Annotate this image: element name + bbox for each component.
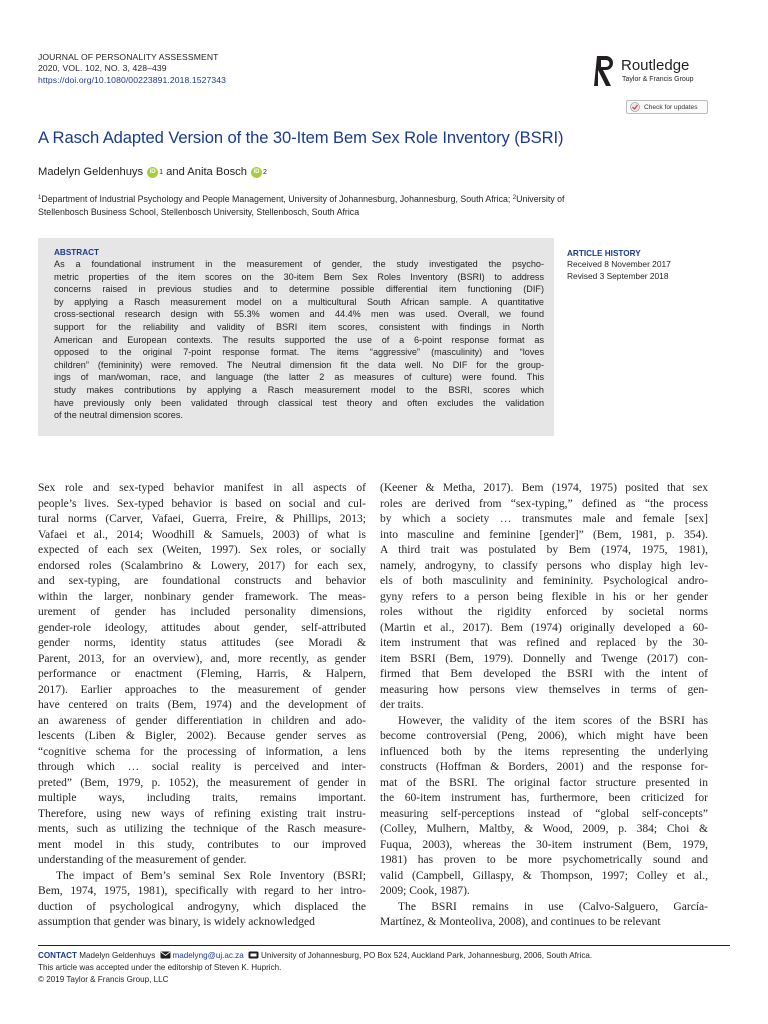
body-line: gender norms, identity status attitudes (see Moradi &: [38, 637, 366, 649]
affiliation-text: Department of Industrial Psychology and People Management, University of Johannesburg, Johannesburg, South Africa;: [41, 194, 513, 204]
body-line: roles are derived from “sex-typing,” defined as “the process: [380, 497, 708, 510]
body-line: duction of psychological androgyny, which displaced the: [38, 900, 366, 913]
abstract-line: cross-sectional research design with 55.3% women and 44.4% men was used. Overall, we found: [54, 309, 544, 320]
publisher-group: Taylor & Francis Group: [622, 76, 694, 83]
copyright: © 2019 Taylor & Francis Group, LLC: [38, 975, 169, 985]
body-line: tural norms (Carver, Vafaei, Guerra, Freire, & Phillips, 2013;: [38, 513, 366, 525]
body-line: els of both masculinity and femininity. Psychological andro-: [380, 575, 708, 587]
body-line: understanding of the measurement of gender.: [38, 854, 247, 866]
body-line: into masculine and feminine [gender]” (Bem, 1981, p. 354).: [380, 528, 708, 541]
body-line: gender-role ideology, attitudes about gender, self-attributed: [38, 621, 366, 634]
body-line: The impact of Bem’s seminal Sex Role Inventory (BSRI;: [56, 869, 366, 882]
body-line: expected of each sex (Weiten, 1997). Sex roles, or socially: [38, 544, 366, 556]
abstract-line: of the neutral dimension scores.: [54, 410, 183, 421]
author-2-affiliation: 2: [262, 168, 267, 176]
abstract-line: opposed to the original 7-point response format. The items “aggressive” (masculinity) and “loves: [54, 347, 544, 358]
contact-email[interactable]: madelyng@uj.ac.za: [172, 951, 244, 960]
article-title: A Rasch Adapted Version of the 30-Item Bem Sex Role Inventory (BSRI): [38, 128, 564, 147]
body-line: A third trait was postulated by Bem (1974, 1975, 1981),: [380, 544, 708, 556]
body-line: people’s lives. Sex-typed behavior is based on social and cul-: [38, 497, 366, 510]
body-line: Martínez, & Monteoliva, 2008), and continues to be relevant: [380, 916, 661, 928]
body-line: Therefore, using new ways of refining existing trait instru-: [38, 807, 366, 820]
abstract-text: [54, 258, 544, 422]
body-line: urement of gender has included personality dimensions,: [38, 606, 366, 618]
affiliation-line-2: Stellenbosch Business School, Stellenbosch University, Stellenbosch, South Africa: [38, 207, 360, 218]
revised-date: Revised 3 September 2018: [567, 270, 669, 281]
check-for-updates-button[interactable]: [626, 100, 708, 114]
publisher-logo: [594, 54, 734, 90]
contact-line: [38, 950, 592, 962]
body-line: Bem, 1974, 1975, 1981), specifically with regard to her intro-: [38, 885, 366, 897]
author-1-affiliation: 1: [159, 168, 164, 176]
body-line: roles without the rigidity enforced by societal norms: [380, 606, 708, 618]
body-line: influenced both by the items representing the underlying: [380, 745, 708, 758]
address-icon: [248, 951, 259, 959]
body-line: (Colley, Mulhern, Maltby, & Wood, 2009, p. 384; Choi &: [380, 823, 708, 835]
body-line: item BSRI (Bem, 1979). Donnelly and Twenge (2017) con-: [380, 652, 708, 665]
check-updates-icon: [630, 102, 640, 112]
article-history-heading: ARTICLE HISTORY: [567, 249, 641, 258]
body-line: 1981) has proven to be more psychometrically sound and: [380, 854, 708, 866]
body-line: 2009; Cook, 1987).: [380, 885, 470, 897]
body-line: Vafaei et al., 2014; Woodhill & Samuels, 2003) of what is: [38, 528, 366, 541]
abstract-line: American and European contexts. The results supported the use of a 6-point response format as: [54, 334, 544, 345]
received-date: Received 8 November 2017: [567, 259, 671, 270]
body-line: Parent, 2013, for an overview), and, more recently, as gender: [38, 652, 366, 665]
footer-divider: [38, 945, 730, 946]
body-line: an awareness of gender differentiation in children and ado-: [38, 714, 366, 727]
body-line: der traits.: [380, 699, 424, 711]
body-line: ments, such as utilizing the technique of the Rasch measure-: [38, 823, 366, 835]
affiliations: [38, 192, 728, 220]
body-line: constructs (Hoffman & Borders, 2001) and the response for-: [380, 761, 708, 773]
abstract-line: As a foundational instrument in the measurement of gender, the study investigated the psycho-: [54, 259, 544, 269]
body-line: Sex role and sex-typed behavior manifest in all aspects of: [38, 482, 366, 494]
author-2: and Anita Bosch: [163, 166, 247, 178]
body-line: item instrument that was refined and replaced by the 30-: [380, 637, 708, 649]
contact-name: Madelyn Geldenhuys: [76, 951, 156, 960]
abstract-line: study makes contributions by applying a Rasch measurement model to the BSRI, scores which: [54, 384, 544, 395]
abstract-line: have previously only been validated through classical test theory and often excludes the validation: [54, 397, 544, 408]
body-column-right: [380, 481, 708, 931]
check-updates-label: Check for updates: [644, 103, 698, 111]
routledge-logo-icon: [594, 54, 618, 88]
body-line: mat of the BSRI. The original factor structure presented in: [380, 776, 708, 789]
journal-name: JOURNAL OF PERSONALITY ASSESSMENT: [38, 52, 219, 62]
abstract-line: concerns raised in previous studies and to determine possible differential item functioning (DIF): [54, 284, 544, 295]
body-line: and sex-typing, are foundational constructs and behavior: [38, 575, 366, 587]
body-line: become controversial (Peng, 2006), which might have been: [380, 730, 708, 742]
abstract-line: support for the reliability and validity of BSRI item scores, consistent with findings in North: [54, 321, 544, 332]
email-icon: [160, 951, 171, 959]
footer: [38, 950, 592, 987]
journal-issue: 2020, VOL. 102, NO. 3, 428–439: [38, 63, 167, 74]
body-line: The BSRI remains in use (Calvo-Salguero, García-: [398, 900, 708, 913]
orcid-icon[interactable]: iD: [147, 167, 158, 178]
body-line: the 60-item instrument has, furthermore, been criticized for: [380, 792, 708, 804]
body-line: within the larger, nonbinary gender framework. The meas-: [38, 590, 366, 603]
orcid-icon[interactable]: iD: [251, 167, 262, 178]
body-line: ment model in this study, contributes to our improved: [38, 838, 366, 851]
abstract-heading: ABSTRACT: [54, 248, 100, 257]
body-line: multiple ways, including traits, remains important.: [38, 792, 366, 804]
body-line: through which … social reality is perceived and inter-: [38, 761, 366, 773]
body-line: have centered on traits (Bem, 1974) and the development of: [38, 699, 366, 711]
abstract-line: by applying a Rasch measurement model on a multicultural South African sample. A quantitative: [54, 296, 544, 307]
body-line: namely, androgyny, to classify persons who display high lev-: [380, 559, 708, 572]
affiliation-number: 1: [38, 195, 42, 201]
body-line: by which a society … transmutes male and female [sex]: [380, 513, 708, 525]
body-line: measuring self-perceptions instead of “global self-concepts”: [380, 807, 708, 820]
body-line: 2017). Earlier approaches to the measurement of gender: [38, 683, 366, 696]
body-line: “cognitive schema for the processing of information, a lens: [38, 745, 366, 758]
body-line: measuring how persons view themselves in terms of gen-: [380, 683, 708, 696]
abstract-line: ings of man/woman, race, and language (the latter 2 as measures of culture) were found. This: [54, 372, 544, 383]
affiliation-number: 2: [512, 195, 517, 201]
abstract-line: children” (femininity) were removed. The Neutral dimension fit the data well. No DIF for the group-: [54, 359, 544, 370]
body-line: (Martin et al., 2017). Bem (1974) originally developed a 60-: [380, 621, 708, 634]
body-line: (Keener & Metha, 2017). Bem (1974, 1975) posited that sex: [380, 482, 708, 494]
journal-header: [38, 52, 226, 86]
author-line: [38, 166, 267, 178]
body-line: endorsed roles (Scalambrino & Lowery, 2017) for each sex,: [38, 559, 366, 572]
abstract-box: [38, 238, 554, 436]
contact-label: CONTACT: [38, 951, 77, 960]
publisher-name: Routledge: [621, 57, 690, 74]
article-history: [567, 248, 671, 282]
body-line: Fuqua, 2003), whereas the 30-item instrument (Bem, 1979,: [380, 838, 708, 851]
editor-note: This article was accepted under the editorship of Steven K. Huprich.: [38, 963, 282, 973]
author-1: Madelyn Geldenhuys: [38, 166, 144, 178]
body-line: valid (Campbell, Gillaspy, & Thompson, 1997; Colley et al.,: [380, 869, 708, 882]
body-column-left: [38, 481, 366, 931]
doi-link[interactable]: https://doi.org/10.1080/00223891.2018.1527343: [38, 74, 226, 85]
abstract-line: metric properties of the item scores on the 30-item Bem Sex Roles Inventory (BSRI) to address: [54, 271, 544, 282]
affiliation-line-1: [38, 192, 728, 206]
body-line: preted” (Bem, 1979, p. 1052), the measurement of gender in: [38, 776, 366, 789]
contact-address: University of Johannesburg, PO Box 524, Auckland Park, Johannesburg, 2006, South Africa.: [260, 951, 593, 960]
body-line: lescents (Liben & Bigler, 2002). Because gender serves as: [38, 730, 366, 742]
affiliation-text: University of: [516, 194, 565, 204]
body-line: firmed that Bem developed the BSRI with the intent of: [380, 668, 708, 680]
body-line: gyny refers to a person being flexible in his or her gender: [380, 590, 708, 603]
body-line: However, the validity of the item scores of the BSRI has: [398, 714, 708, 727]
body-line: assumption that gender was binary, is widely acknowledged: [38, 916, 315, 928]
body-line: performance or enactment (Fleming, Harris, & Halpern,: [38, 668, 366, 680]
